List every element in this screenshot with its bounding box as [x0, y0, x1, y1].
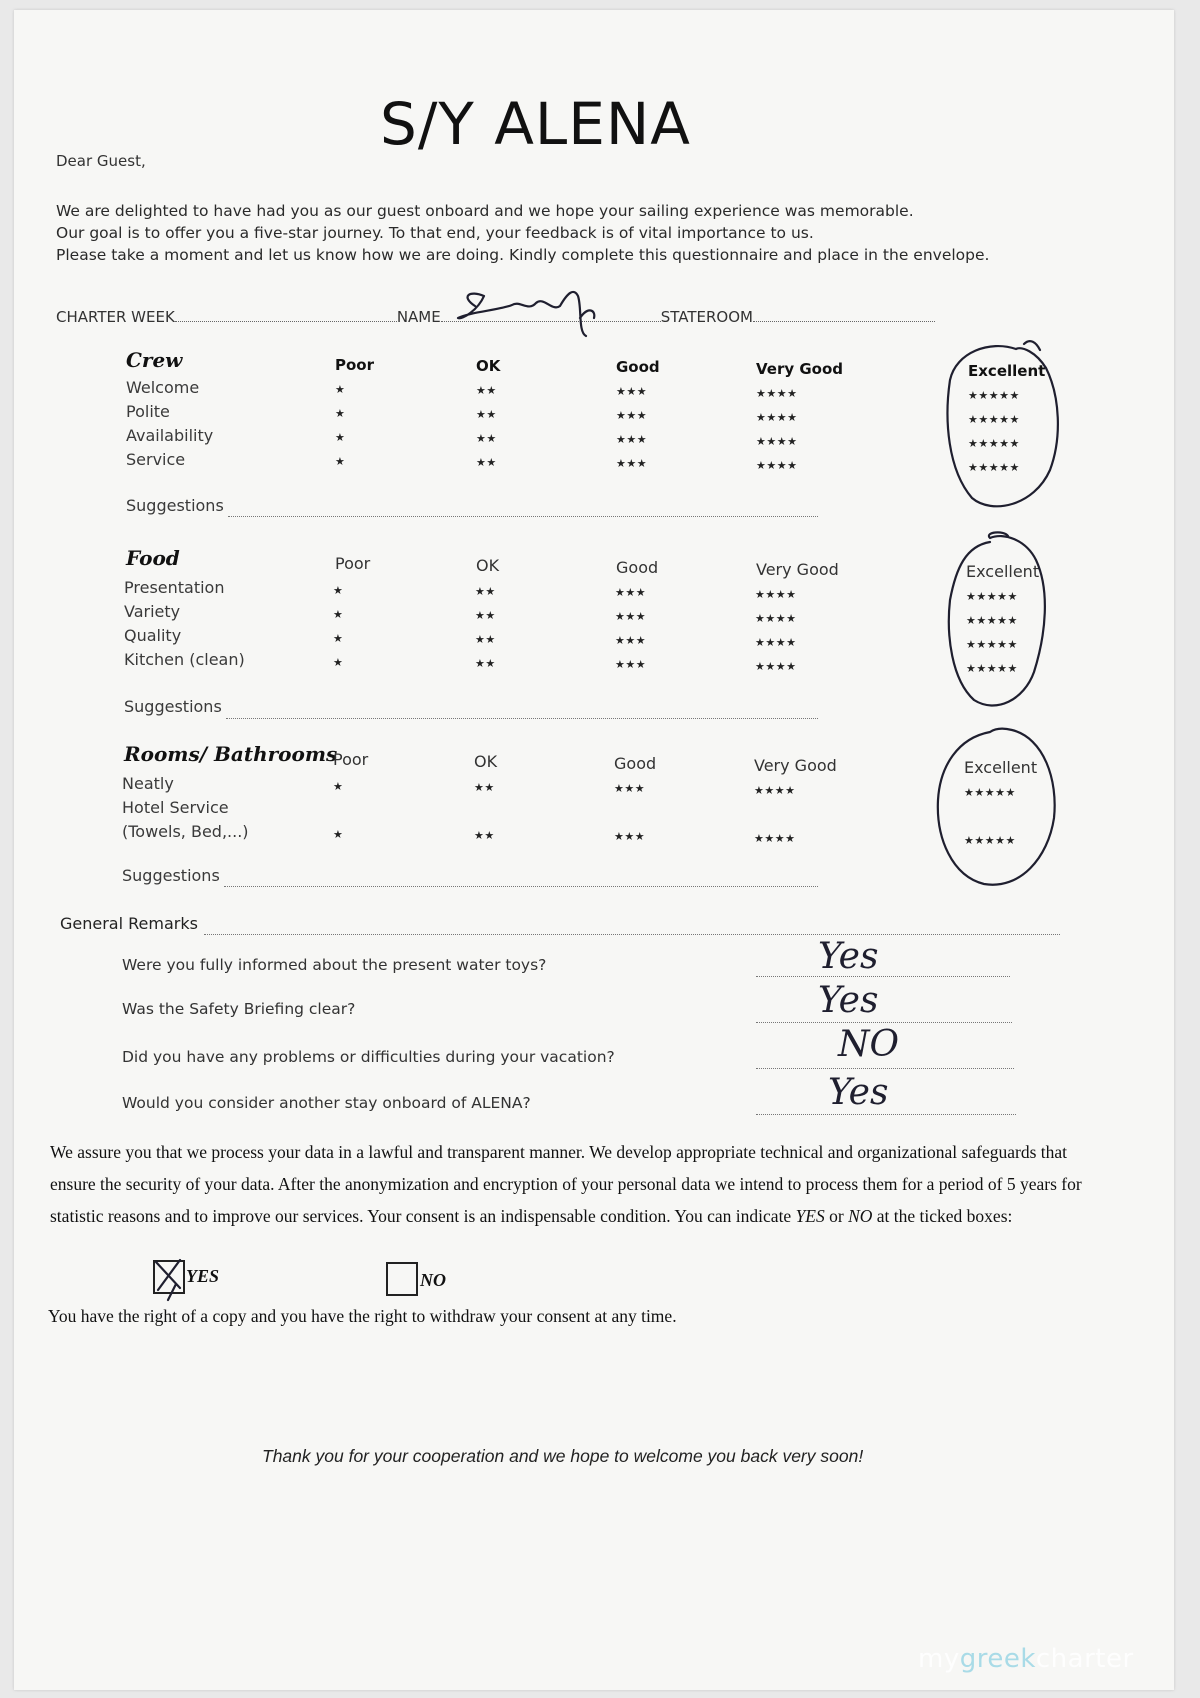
crew-item-availability: Availability — [126, 426, 214, 445]
crew-availability-ok[interactable]: ★★ — [476, 432, 497, 445]
rooms-hotel-service-excellent[interactable]: ★★★★★ — [964, 834, 1016, 847]
rooms-neatly-ok[interactable]: ★★ — [474, 781, 495, 794]
question-water-toys: Were you fully informed about the present water toys? — [122, 956, 547, 974]
rooms-header-excellent: Excellent — [964, 758, 1038, 777]
rooms-section-title: Rooms/ Bathrooms — [124, 742, 338, 766]
food-header-very-good: Very Good — [756, 560, 839, 579]
crew-polite-very-good[interactable]: ★★★★ — [756, 411, 798, 424]
consent-no-checkbox[interactable] — [386, 1262, 418, 1296]
consent-text-tail: at the ticked boxes: — [872, 1206, 1013, 1226]
rooms-suggestions-field[interactable] — [224, 886, 818, 887]
consent-yes-label: YES — [186, 1266, 220, 1286]
food-header-excellent: Excellent — [966, 562, 1040, 581]
consent-yes-checkbox[interactable] — [153, 1260, 185, 1294]
answer-water-toys: Yes — [818, 936, 879, 977]
rooms-neatly-good[interactable]: ★★★ — [614, 782, 646, 795]
stateroom-label: STATEROOM — [660, 308, 753, 326]
crew-availability-very-good[interactable]: ★★★★ — [756, 435, 798, 448]
food-variety-ok[interactable]: ★★ — [475, 609, 496, 622]
food-quality-poor[interactable]: ★ — [333, 632, 344, 645]
food-presentation-very-good[interactable]: ★★★★ — [755, 588, 797, 601]
document-title: S/Y ALENA — [380, 90, 691, 158]
food-kitchen-excellent[interactable]: ★★★★★ — [966, 662, 1018, 675]
stateroom-field[interactable] — [753, 321, 935, 322]
rooms-header-ok: OK — [474, 752, 498, 771]
food-kitchen-poor[interactable]: ★ — [333, 656, 344, 669]
consent-text-no: NO — [848, 1206, 873, 1226]
consent-text-body: We assure you that we process your data in a lawful and transparent manner. We develop appropriate technical and organizational safeguards that ensure the security of your data. After the anonymization and encryption of your personal data we intend to process them for a period of 5 years for statistic reasons and to improve our services. Your consent is an indispensable condition. You can indicate — [50, 1142, 1082, 1226]
consent-text-yes: YES — [795, 1206, 825, 1226]
food-variety-very-good[interactable]: ★★★★ — [755, 612, 797, 625]
rooms-hotel-service-good[interactable]: ★★★ — [614, 830, 646, 843]
question-problems: Did you have any problems or difficulties during your vacation? — [122, 1048, 615, 1066]
general-remarks-field[interactable] — [204, 934, 1060, 935]
rooms-hotel-service-poor[interactable]: ★ — [333, 828, 344, 841]
crew-suggestions-label: Suggestions — [126, 496, 224, 515]
crew-header-very-good: Very Good — [756, 360, 844, 378]
food-suggestions-label: Suggestions — [124, 697, 222, 716]
crew-service-good[interactable]: ★★★ — [616, 457, 648, 470]
crew-welcome-ok[interactable]: ★★ — [476, 384, 497, 397]
answer-line-another-stay[interactable] — [756, 1114, 1016, 1115]
rights-text: You have the right of a copy and you have the right to withdraw your consent at any time. — [48, 1306, 677, 1326]
rooms-header-good: Good — [614, 754, 657, 773]
crew-welcome-good[interactable]: ★★★ — [616, 385, 648, 398]
rooms-header-poor: Poor — [333, 750, 369, 769]
general-remarks-label: General Remarks — [60, 914, 198, 933]
watermark-logo — [918, 1644, 1134, 1674]
closing-message: Thank you for your cooperation and we hope to welcome you back very soon! — [262, 1446, 864, 1466]
crew-welcome-very-good[interactable]: ★★★★ — [756, 387, 798, 400]
food-kitchen-very-good[interactable]: ★★★★ — [755, 660, 797, 673]
charter-week-label: CHARTER WEEK — [56, 308, 175, 326]
crew-service-ok[interactable]: ★★ — [476, 456, 497, 469]
intro-line-3: Please take a moment and let us know how we are doing. Kindly complete this questionnaire and place in the envelope. — [56, 246, 990, 264]
food-variety-excellent[interactable]: ★★★★★ — [966, 614, 1018, 627]
charter-meta-row — [56, 304, 936, 326]
food-quality-very-good[interactable]: ★★★★ — [755, 636, 797, 649]
crew-header-excellent: Excellent — [968, 362, 1046, 380]
answer-line-safety-briefing[interactable] — [756, 1022, 1012, 1023]
crew-item-welcome: Welcome — [126, 378, 200, 397]
rooms-neatly-poor[interactable]: ★ — [333, 780, 344, 793]
food-quality-ok[interactable]: ★★ — [475, 633, 496, 646]
intro-line-1: We are delighted to have had you as our guest onboard and we hope your sailing experience was memorable. — [56, 202, 914, 220]
food-presentation-poor[interactable]: ★ — [333, 584, 344, 597]
crew-item-service: Service — [126, 450, 186, 469]
watermark-suffix: charter — [1035, 1644, 1134, 1674]
food-presentation-good[interactable]: ★★★ — [615, 586, 647, 599]
crew-service-very-good[interactable]: ★★★★ — [756, 459, 798, 472]
intro-line-2: Our goal is to offer you a five-star journey. To that end, your feedback is of vital importance to us. — [56, 224, 814, 242]
consent-text-or: or — [824, 1206, 849, 1226]
food-item-presentation: Presentation — [124, 578, 225, 597]
food-kitchen-ok[interactable]: ★★ — [475, 657, 496, 670]
name-label: NAME — [396, 308, 441, 326]
food-presentation-ok[interactable]: ★★ — [475, 585, 496, 598]
answer-line-water-toys[interactable] — [756, 976, 1010, 977]
crew-welcome-poor[interactable]: ★ — [335, 383, 346, 396]
food-header-poor: Poor — [335, 554, 371, 573]
rooms-item-hotel-service: Hotel Service — [122, 798, 229, 817]
rooms-header-very-good: Very Good — [754, 756, 837, 775]
crew-polite-good[interactable]: ★★★ — [616, 409, 648, 422]
food-quality-good[interactable]: ★★★ — [615, 634, 647, 647]
rooms-hotel-service-ok[interactable]: ★★ — [474, 829, 495, 842]
data-consent-text — [50, 1136, 1110, 1232]
crew-header-ok: OK — [476, 357, 501, 375]
rooms-hotel-service-very-good[interactable]: ★★★★ — [754, 832, 796, 845]
consent-no-label: NO — [420, 1270, 446, 1290]
question-another-stay: Would you consider another stay onboard of ALENA? — [122, 1094, 531, 1112]
crew-availability-poor[interactable]: ★ — [335, 431, 346, 444]
food-header-ok: OK — [476, 556, 500, 575]
answer-another-stay: Yes — [828, 1072, 889, 1113]
crew-welcome-excellent[interactable]: ★★★★★ — [968, 389, 1020, 402]
food-section-title: Food — [126, 546, 180, 570]
answer-line-problems[interactable] — [756, 1068, 1014, 1069]
crew-item-polite: Polite — [126, 402, 170, 421]
rooms-suggestions-label: Suggestions — [122, 866, 220, 885]
rooms-neatly-very-good[interactable]: ★★★★ — [754, 784, 796, 797]
name-field[interactable] — [441, 321, 661, 322]
crew-polite-excellent[interactable]: ★★★★★ — [968, 413, 1020, 426]
crew-availability-good[interactable]: ★★★ — [616, 433, 648, 446]
rooms-neatly-excellent[interactable]: ★★★★★ — [964, 786, 1016, 799]
crew-polite-poor[interactable]: ★ — [335, 407, 346, 420]
food-item-variety: Variety — [124, 602, 181, 621]
food-item-quality: Quality — [124, 626, 182, 645]
crew-section-title: Crew — [126, 348, 183, 372]
food-quality-excellent[interactable]: ★★★★★ — [966, 638, 1018, 651]
charter-week-field[interactable] — [175, 321, 397, 322]
food-header-good: Good — [616, 558, 659, 577]
answer-safety-briefing: Yes — [818, 980, 879, 1021]
rooms-item-neatly: Neatly — [122, 774, 174, 793]
food-presentation-excellent[interactable]: ★★★★★ — [966, 590, 1018, 603]
crew-suggestions-field[interactable] — [228, 516, 818, 517]
crew-header-good: Good — [616, 358, 660, 376]
food-kitchen-good[interactable]: ★★★ — [615, 658, 647, 671]
watermark-highlight: greek — [959, 1644, 1036, 1674]
crew-polite-ok[interactable]: ★★ — [476, 408, 497, 421]
crew-service-poor[interactable]: ★ — [335, 455, 346, 468]
food-variety-poor[interactable]: ★ — [333, 608, 344, 621]
food-suggestions-field[interactable] — [226, 718, 818, 719]
greeting: Dear Guest, — [56, 152, 146, 170]
rooms-item-towels-bed: (Towels, Bed,...) — [122, 822, 249, 841]
food-item-kitchen: Kitchen (clean) — [124, 650, 245, 669]
question-safety-briefing: Was the Safety Briefing clear? — [122, 1000, 356, 1018]
watermark-prefix: my — [918, 1644, 960, 1674]
crew-availability-excellent[interactable]: ★★★★★ — [968, 437, 1020, 450]
crew-service-excellent[interactable]: ★★★★★ — [968, 461, 1020, 474]
crew-header-poor: Poor — [335, 356, 375, 374]
food-variety-good[interactable]: ★★★ — [615, 610, 647, 623]
answer-problems: NO — [838, 1024, 900, 1065]
